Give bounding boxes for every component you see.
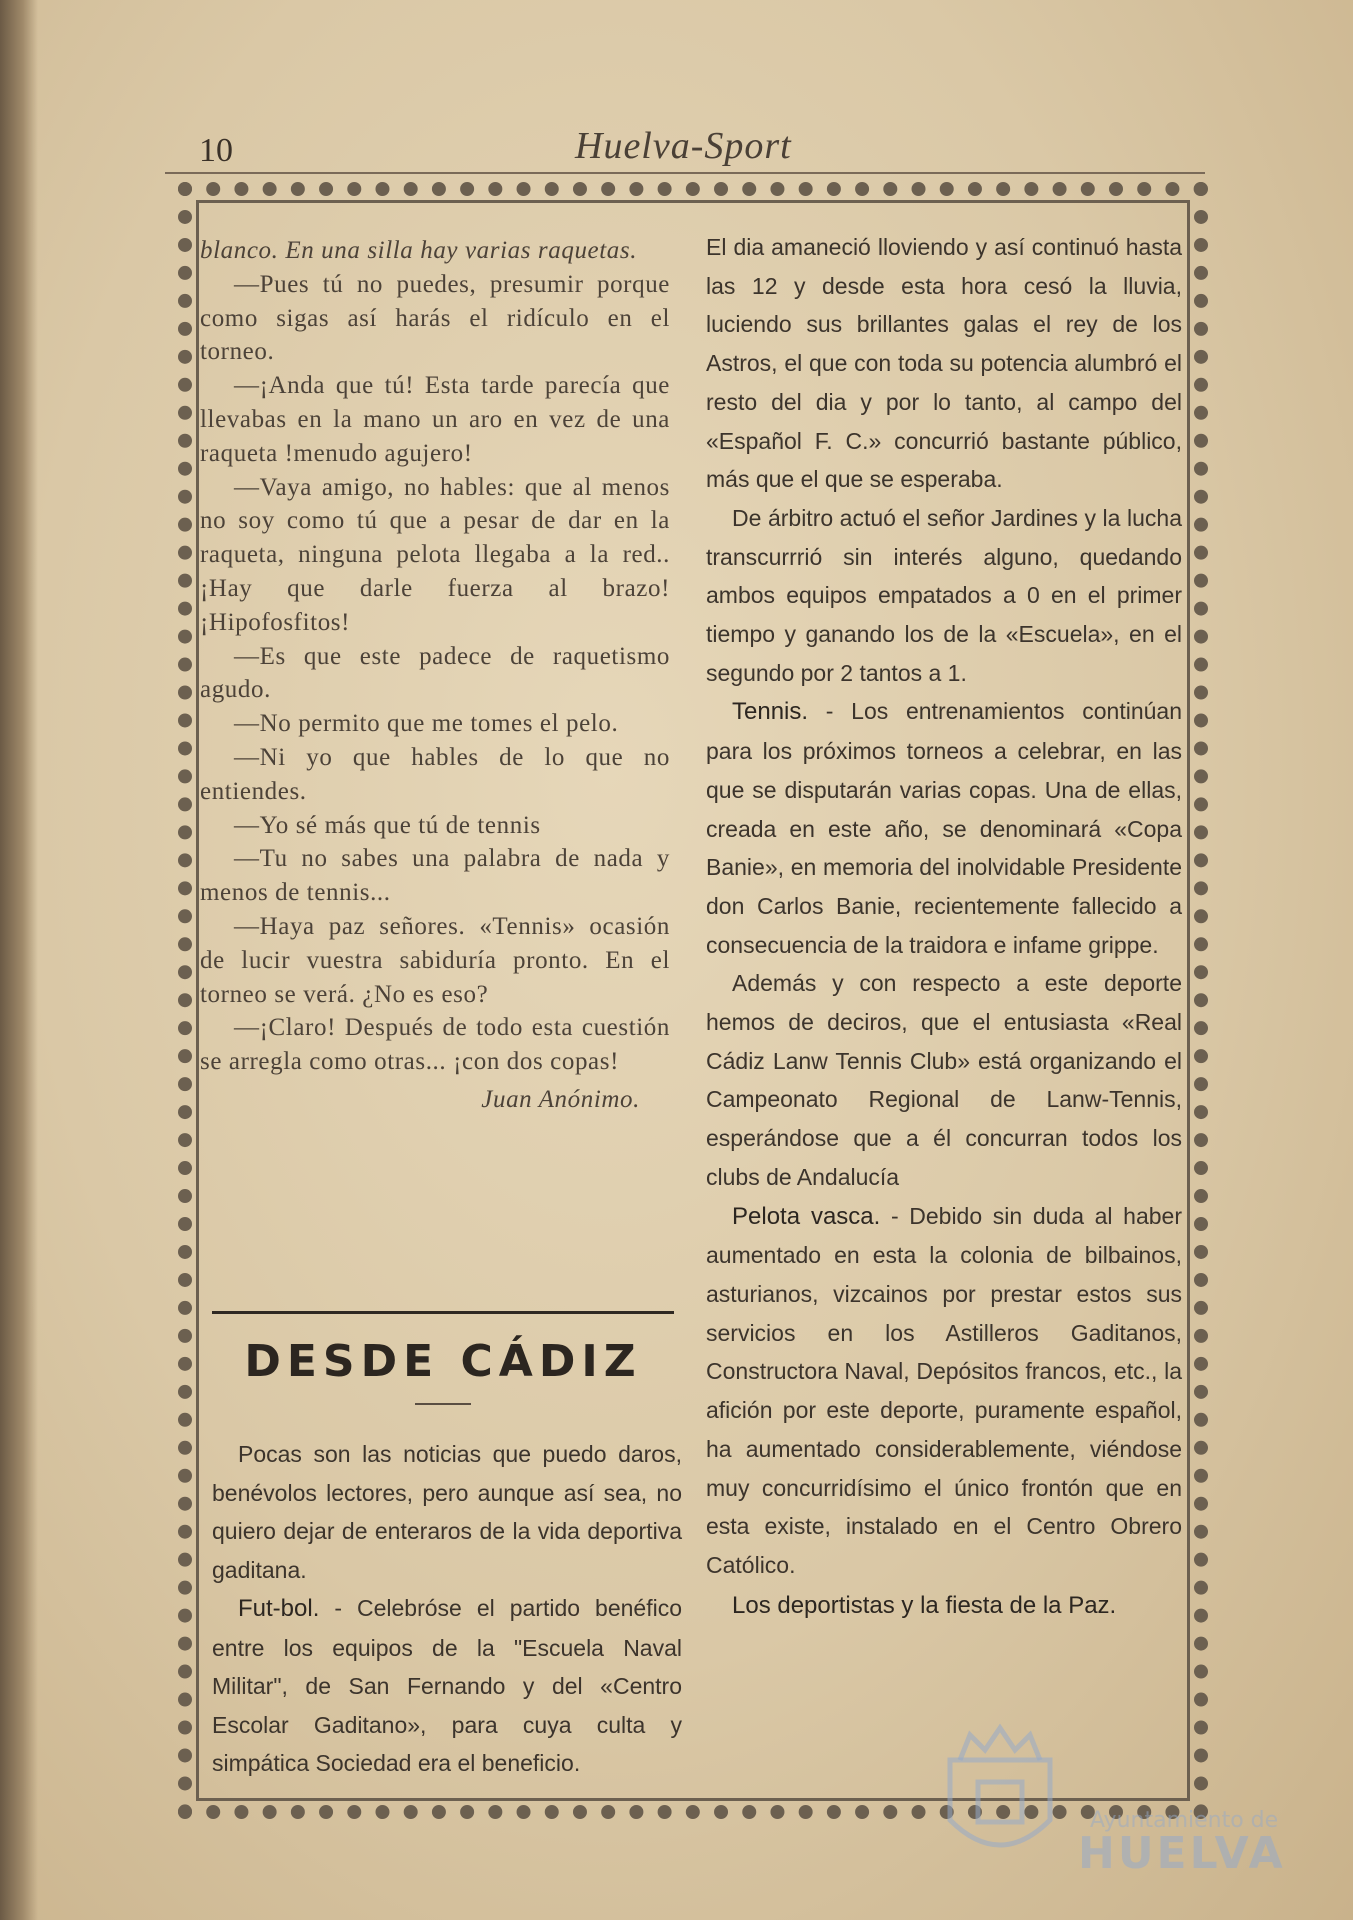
dialogue-paragraph: —Yo sé más que tú de tennis	[234, 811, 541, 839]
left-column-cadiz	[212, 1435, 682, 1783]
futbol-paragraph	[212, 1589, 682, 1783]
page-number: 10	[199, 132, 233, 169]
dialogue-paragraph: —No permito que me tomes el pelo.	[234, 710, 619, 738]
dialogue-paragraph: —Es que este padece de raquetismo agudo.	[200, 642, 670, 704]
dialogue-paragraph: blanco. En una silla hay varias raquetas.	[200, 237, 638, 264]
dialogue-paragraph: —Haya paz señores. «Tennis» ocasión de lucir vuestra sabiduría pronto. En el torneo se verá. ¿No es eso?	[200, 912, 670, 1008]
dialogue-paragraph: —Vaya amigo, no hables: que al menos no soy como tú que a pesar de dar en la raqueta, ninguna pelota llegaba a la red.. ¡Hay que darle fuerza al brazo! ¡Hipofosfitos!	[200, 473, 670, 636]
tennis-paragraph	[706, 692, 1182, 964]
archive-watermark	[930, 1720, 1290, 1880]
dialogue-paragraph: —Ni yo que hables de lo que no entiendes.	[200, 743, 670, 805]
pelota-paragraph	[706, 1197, 1182, 1585]
cadiz-intro: Pocas son las noticias que puedo daros, benévolos lectores, pero aunque así sea, no quiero dejar de enteraros de la vida deportiva gaditana.	[212, 1441, 682, 1583]
left-column-dialogue	[200, 234, 670, 1117]
section-title: DESDE CÁDIZ	[244, 1336, 642, 1387]
tennis-text: - Los entrenamientos continúan para los próximos torneos a celebrar, en las que se disputarán varias copas. Una de ellas, creada en este año, se denominará «Copa Banie», en memoria del inolvidable Presidente don Carlos Banie, recientemente fallecido a consecuencia de la traidora e infame grippe.	[706, 698, 1182, 958]
binding-gutter	[0, 0, 38, 1920]
section-dash	[415, 1403, 471, 1405]
tennis-lead: Tennis.	[732, 698, 809, 726]
final-heading: Los deportistas y la fiesta de la Paz.	[732, 1591, 1117, 1619]
futbol-text: - Celebróse el partido benéfico entre los equipos de la "Escuela Naval Militar", de San Fernando y del «Centro Escolar Gaditano», para cuya culta y simpática Sociedad era el beneficio.	[212, 1595, 682, 1776]
dialogue-paragraph: —¡Claro! Después de todo esta cuestión se arregla como otras... ¡con dos copas!	[200, 1014, 670, 1076]
dialogue-paragraph: —¡Anda que tú! Esta tarde parecía que llevabas en la mano un aro en vez de una raqueta !menudo agujero!	[200, 372, 670, 467]
section-rule	[212, 1311, 674, 1314]
author-signature: Juan Anónimo.	[481, 1085, 640, 1113]
dialogue-paragraph: —Tu no sabes una palabra de nada y menos de tennis...	[200, 845, 670, 907]
paragraph-referee: De árbitro actuó el señor Jardines y la lucha transcurrrió sin interés alguno, quedando ambos equipos empatados a 0 en el primer tiempo y ganando los de la «Escuela», en el segundo por 2 tantos a 1.	[706, 504, 1182, 686]
header-rule	[165, 172, 1205, 174]
watermark-top-line: Ayuntamiento de	[1090, 1808, 1279, 1833]
dialogue-paragraph: —Pues tú no puedes, presumir porque como sigas así harás el ridículo en el torneo.	[200, 270, 670, 366]
running-title: Huelva-Sport	[575, 125, 792, 167]
watermark-bottom-line: HUELVA	[1078, 1828, 1286, 1879]
paragraph-weather: El dia amaneció lloviendo y así continuó hasta las 12 y desde esta hora cesó la lluvia, luciendo sus brillantes galas el rey de los Astros, el que con toda su potencia alumbró el resto del dia y por lo tanto, al campo del «Español F. C.» concurrió bastante público, más que el que se esperaba.	[706, 234, 1182, 493]
coat-of-arms-icon	[930, 1720, 1070, 1870]
page-header	[165, 120, 1205, 170]
pelota-lead: Pelota vasca.	[732, 1202, 881, 1230]
paragraph-lawn-tennis: Además y con respecto a este deporte hemos de deciros, que el entusiasta «Real Cádiz Lanw Tennis Club» está organizando el Campeonato Regional de Lanw-Tennis, esperándose que a él concurran todos los clubs de Andalucía	[706, 970, 1182, 1190]
right-column	[706, 228, 1182, 1625]
futbol-lead: Fut-bol.	[238, 1595, 320, 1622]
pelota-text: - Debido sin duda al haber aumentado en esta la colonia de bilbainos, asturianos, vizcainos por prestar estos sus servicios en los Astilleros Gaditanos, Constructora Naval, Depósitos francos, etc., la afición por este deporte, puramente español, ha aumentado considerablemente, viéndose muy concurridísimo el único frontón que en esta existe, instalado en el Centro Obrero Católico.	[706, 1202, 1182, 1578]
